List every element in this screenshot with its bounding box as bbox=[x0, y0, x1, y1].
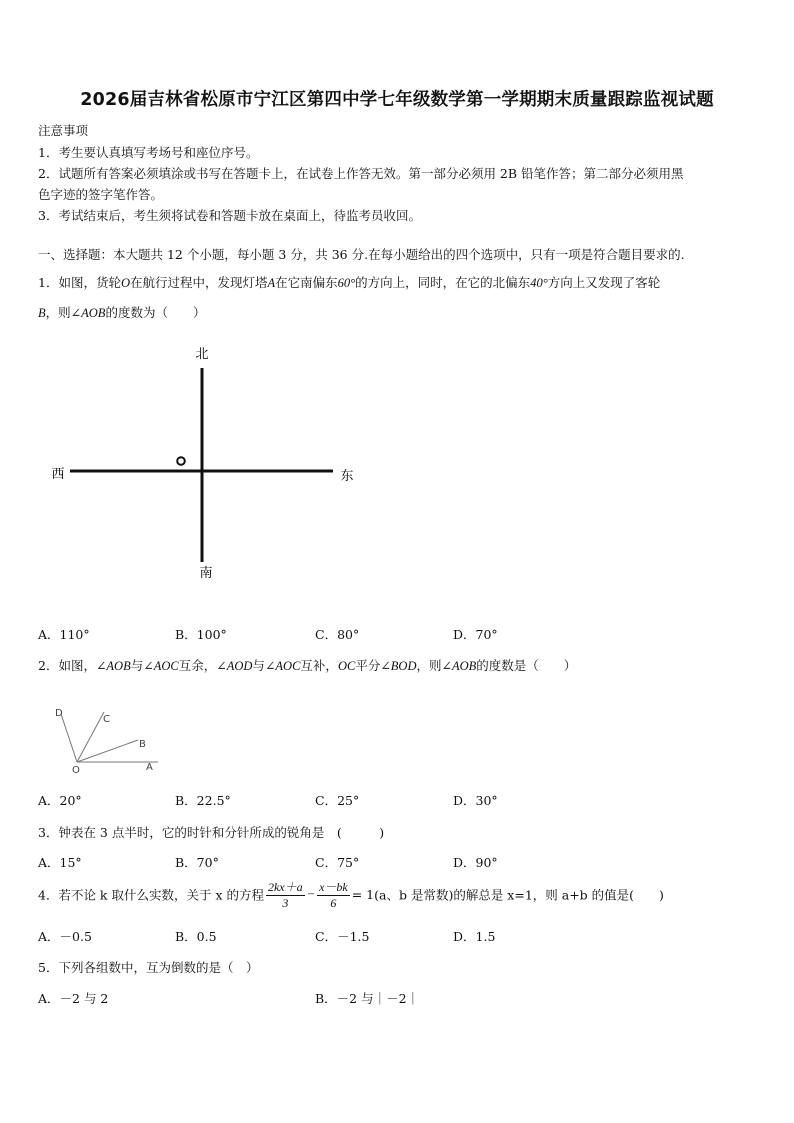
ray-oc bbox=[77, 712, 104, 762]
q4-text: 4．若不论 k 取什么实数，关于 x 的方程 $\frac{2kx+a}{3}$ − $\frac{x-bk}{6}$ = 1(a、b 是常数)的解总是 x=1，则 a+b 的值是( ) bbox=[38, 880, 664, 910]
page-title: 2026届吉林省松原市宁江区第四中学七年级数学第一学期期末质量跟踪监视试题 bbox=[80, 90, 714, 110]
q4-option-a[interactable]: A．－0.5 bbox=[38, 929, 92, 944]
notice-item-2: 2．试题所有答案必须填涂或书写在答题卡上，在试卷上作答无效。第一部分必须用 2B 铅笔作答；第二部分必须用黑 bbox=[38, 166, 684, 181]
notice-item-3: 3．考试结束后，考生须将试卷和答题卡放在桌面上，待监考员收回。 bbox=[38, 208, 421, 223]
q2-option-a[interactable]: A．20° bbox=[38, 793, 82, 808]
compass-figure bbox=[40, 340, 370, 590]
q2-text: 2．如图，∠AOB与∠AOC互余，∠AOD与∠AOC互补，OC平分∠BOD，则∠AOB的度数是（ ） bbox=[38, 658, 577, 673]
label-d: D bbox=[55, 708, 63, 719]
q1-line1: 1．如图，货轮O在航行过程中，发现灯塔A在它南偏东60°的方向上，同时，在它的北偏东40°方向上又发现了客轮 bbox=[38, 275, 661, 290]
south-label: 南 bbox=[199, 566, 213, 581]
west-label: 西 bbox=[51, 467, 65, 482]
notice-item-2-cont: 色字迹的签字笔作答。 bbox=[38, 187, 164, 202]
q4-option-c[interactable]: C．－1.5 bbox=[315, 929, 370, 944]
q3-option-b[interactable]: B．70° bbox=[175, 855, 219, 870]
q3-text: 3．钟表在 3 点半时，它的时针和分针所成的锐角是 ( ) bbox=[38, 825, 385, 840]
q1-line2: B，则∠AOB的度数为（ ） bbox=[38, 305, 206, 320]
q1-option-c[interactable]: C．80° bbox=[315, 627, 360, 642]
fraction-2: $\frac{x-bk}{6}$ bbox=[319, 880, 348, 910]
label-c: C bbox=[103, 714, 110, 725]
q1-option-a[interactable]: A．110° bbox=[38, 627, 90, 642]
label-a: A bbox=[146, 762, 153, 773]
section-heading: 一、选择题：本大题共 12 个小题，每小题 3 分，共 36 分.在每小题给出的四个选项中，只有一项是符合题目要求的. bbox=[38, 247, 685, 262]
ray-od bbox=[61, 714, 77, 762]
label-o: O bbox=[72, 765, 80, 776]
q5-text: 5．下列各组数中，互为倒数的是（ ） bbox=[38, 960, 259, 975]
q2-option-d[interactable]: D．30° bbox=[453, 793, 498, 808]
q1-option-d[interactable]: D．70° bbox=[453, 627, 498, 642]
q4-option-d[interactable]: D．1.5 bbox=[453, 929, 496, 944]
notice-heading: 注意事项 bbox=[38, 123, 89, 138]
angles-figure bbox=[40, 702, 170, 778]
q2-option-c[interactable]: C．25° bbox=[315, 793, 360, 808]
notice-item-1: 1．考生要认真填写考场号和座位序号。 bbox=[38, 145, 259, 160]
q1-option-b[interactable]: B．100° bbox=[175, 627, 227, 642]
q5-option-b[interactable]: B．－2 与｜－2｜ bbox=[315, 991, 420, 1006]
q5-option-a[interactable]: A．－2 与 2 bbox=[38, 991, 109, 1006]
q4-option-b[interactable]: B．0.5 bbox=[175, 929, 217, 944]
q3-option-a[interactable]: A．15° bbox=[38, 855, 82, 870]
q3-option-d[interactable]: D．90° bbox=[453, 855, 498, 870]
q3-option-c[interactable]: C．75° bbox=[315, 855, 360, 870]
label-b: B bbox=[139, 739, 146, 750]
ray-ob bbox=[77, 740, 138, 762]
north-label: 北 bbox=[195, 347, 209, 362]
east-label: 东 bbox=[340, 469, 354, 484]
q2-option-b[interactable]: B．22.5° bbox=[175, 793, 231, 808]
fraction-1: $\frac{2kx+a}{3}$ bbox=[267, 880, 303, 910]
origin-point bbox=[177, 457, 185, 465]
